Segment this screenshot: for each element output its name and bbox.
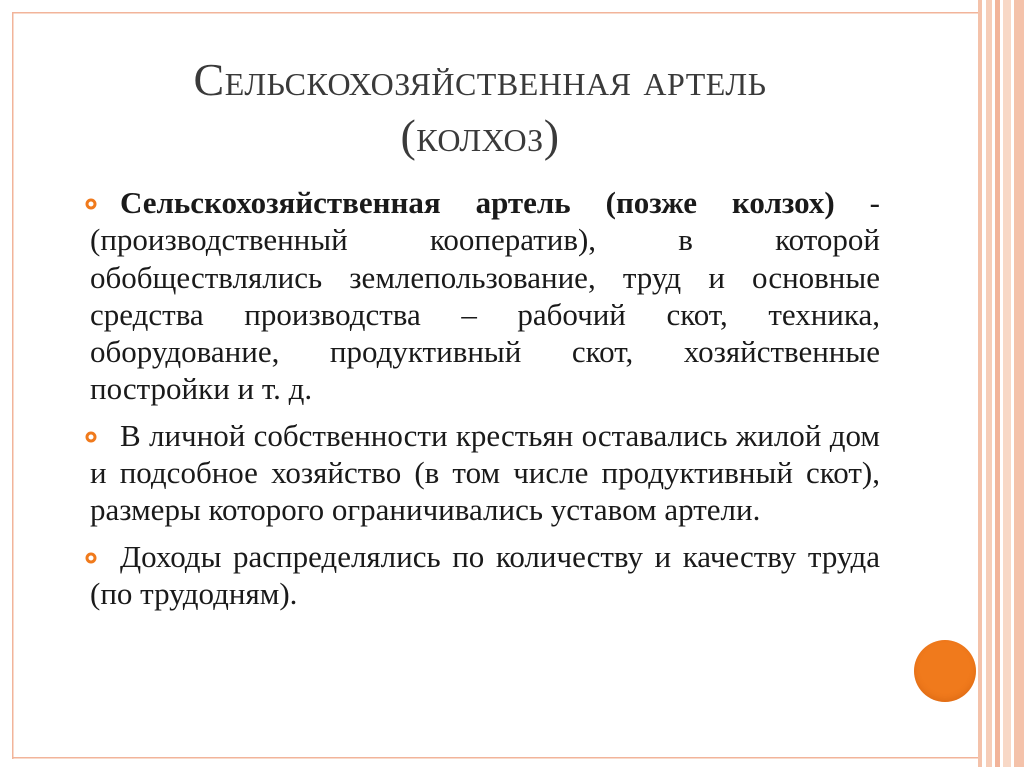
bullet-text: В личной собственности крестьян оставались жилой дом и подсобное хозяйство (в том числе продуктивный скот), размеры которого ограничивались уставом артели.: [90, 417, 880, 528]
bullet-item-definition: [90, 184, 880, 408]
bullet-text: Доходы распределялись по количеству и качеству труда (по трудодням).: [90, 538, 880, 611]
title-line-2: (колхоз): [400, 110, 560, 161]
bullet-ring-icon: [84, 197, 98, 211]
title-line-1: Сельскохозяйственная артель: [193, 54, 767, 105]
bullet-ring-icon: [84, 430, 98, 444]
decorative-orange-circle: [914, 640, 976, 702]
bullet-item-personal-property: [90, 417, 880, 529]
bullet-ring-icon: [84, 551, 98, 565]
bullet-bold-term: Сельскохозяйственная артель (позже колзох): [120, 185, 835, 220]
bullet-list: [90, 184, 880, 621]
bullet-item-income: [90, 538, 880, 613]
bullet-text: - (производственный кооператив), в которой обобществлялись землепользование, труд и основные средства производства – рабочий скот, техника, оборудование, продуктивный скот, хозяйственные постройки и т. д.: [90, 185, 880, 407]
slide-title: [60, 52, 900, 164]
